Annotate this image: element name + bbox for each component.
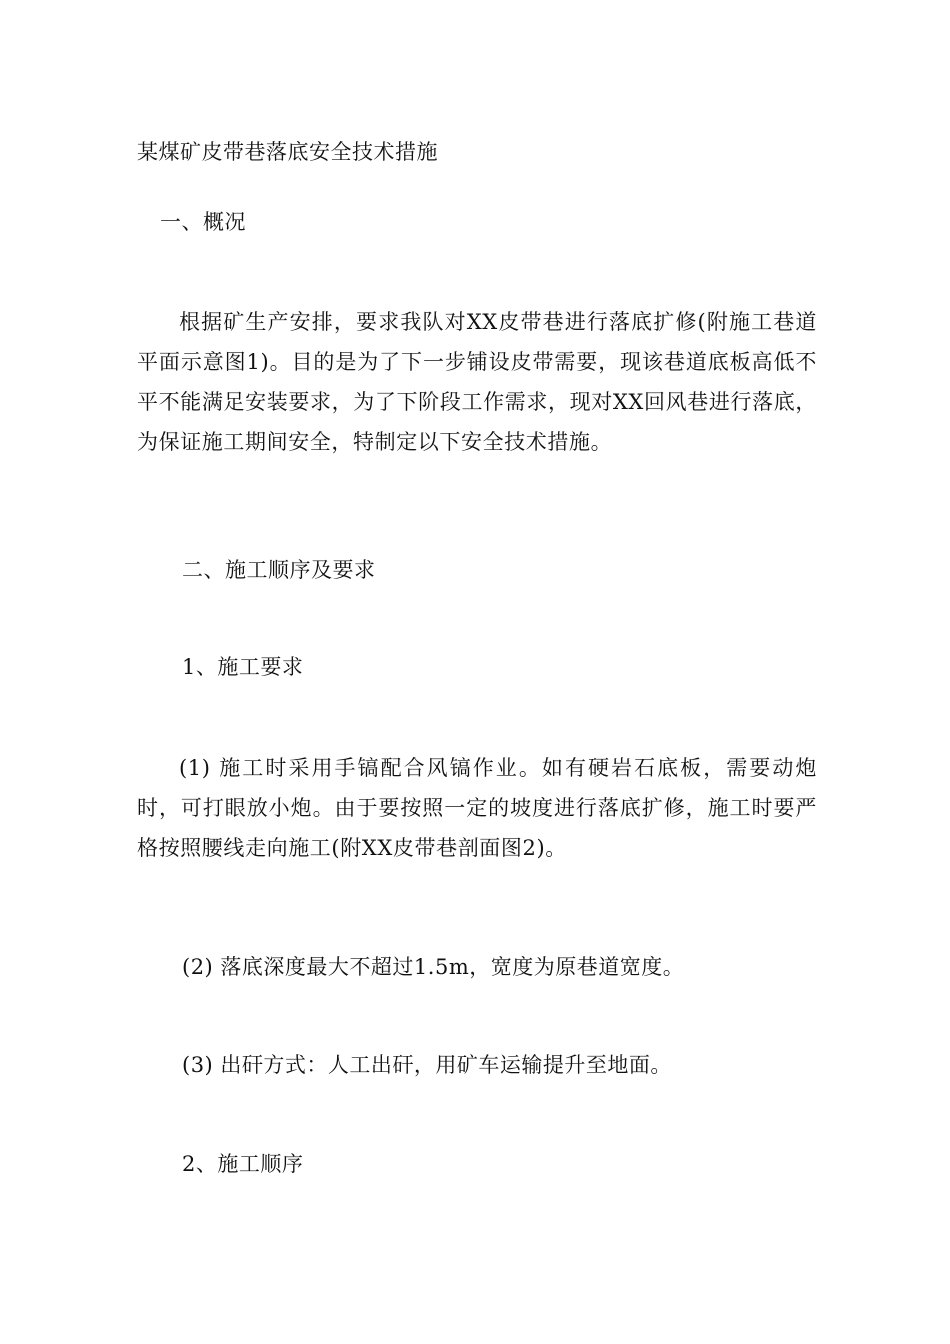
- requirement-item-1: (1) 施工时采用手镐配合风镐作业。如有硬岩石底板，需要动炮时，可打眼放小炮。由于要按照一定的坡度进行落底扩修，施工时要严格按照腰线走向施工(附XX皮带巷剖面图2)。: [137, 756, 817, 860]
- section-1-heading: 一、概况: [160, 210, 246, 234]
- section-1-paragraph: 根据矿生产安排，要求我队对XX皮带巷进行落底扩修(附施工巷道平面示意图1)。目的是为了下一步铺设皮带需要，现该巷道底板高低不平不能满足安装要求，为了下阶段工作需求，现对XX回风巷进行落底，为保证施工期间安全，特制定以下安全技术措施。: [137, 310, 817, 454]
- subsection-1-heading: 1、施工要求: [182, 655, 304, 679]
- document-title: 某煤矿皮带巷落底安全技术措施: [137, 140, 438, 164]
- subsection-2-heading: 2、施工顺序: [182, 1152, 304, 1176]
- section-2-heading: 二、施工顺序及要求: [182, 558, 376, 582]
- requirement-item-2: (2) 落底深度最大不超过1.5m，宽度为原巷道宽度。: [182, 955, 685, 979]
- requirement-item-3: (3) 出矸方式：人工出矸，用矿车运输提升至地面。: [182, 1053, 672, 1077]
